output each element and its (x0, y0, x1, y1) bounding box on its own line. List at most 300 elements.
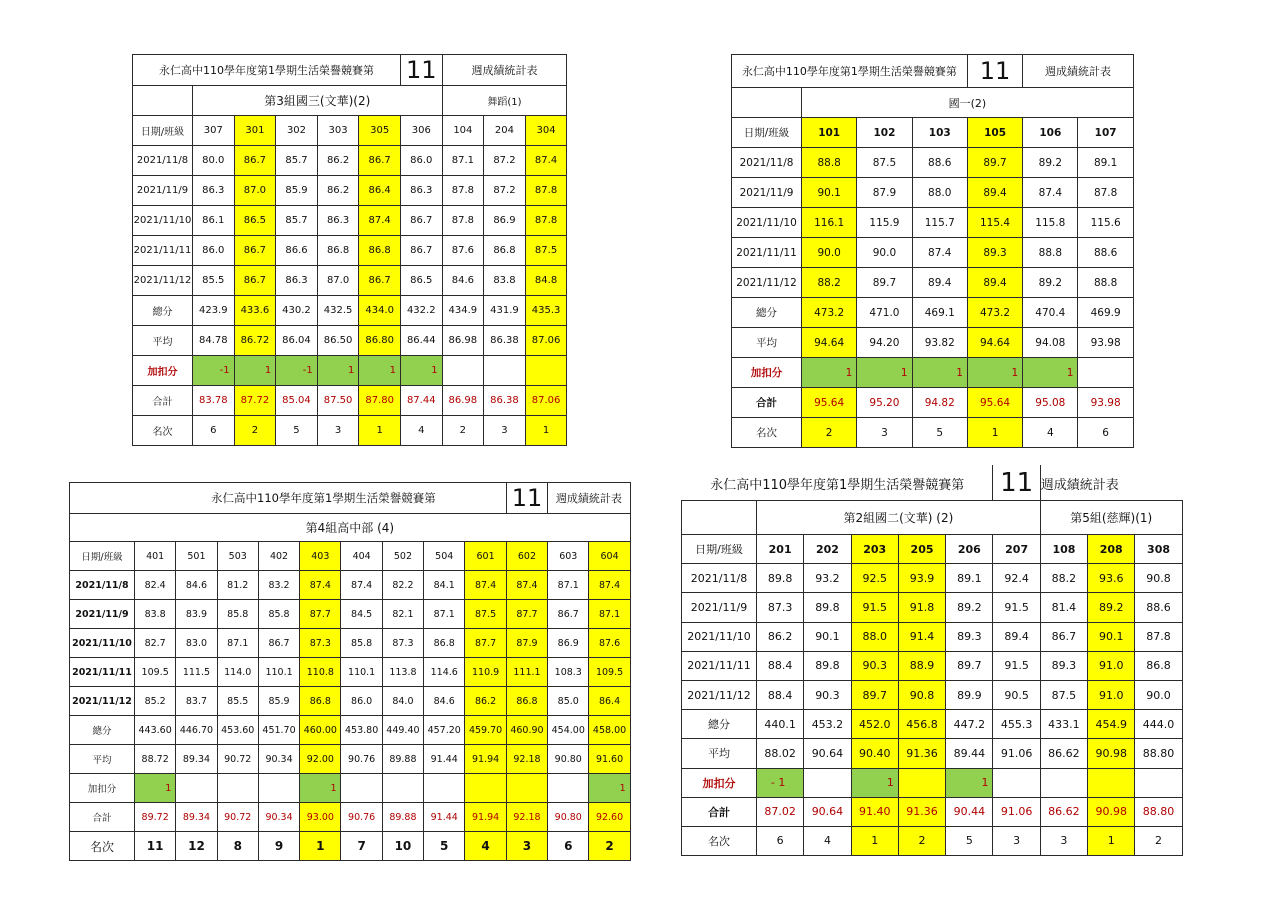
score-cell: 86.7 (400, 206, 442, 236)
class-header: 602 (506, 542, 547, 571)
class-header-row (70, 542, 631, 571)
sum-cell: 95.08 (1023, 388, 1078, 418)
bonus-cell: 1 (851, 768, 898, 797)
class-header: 501 (176, 542, 217, 571)
sum-cell: 91.40 (851, 797, 898, 826)
score-cell: 87.2 (484, 146, 526, 176)
sum-cell: 95.64 (967, 388, 1022, 418)
average-row (682, 739, 1183, 768)
rank-cell: 2 (898, 826, 945, 855)
rank-cell: 1 (359, 416, 401, 446)
score-cell: 85.5 (193, 266, 235, 296)
rank-cell: 3 (993, 826, 1040, 855)
score-cell: 115.9 (857, 208, 912, 238)
group-header: 舞蹈(1) (442, 86, 567, 116)
score-cell: 110.1 (341, 658, 382, 687)
score-cell: 94.20 (857, 328, 912, 358)
row-label: 平均 (133, 326, 193, 356)
sheet-subtitle: 週成績統計表 (1040, 466, 1182, 501)
bonus-cell: 1 (802, 358, 857, 388)
class-header: 202 (804, 535, 851, 564)
score-cell: 91.4 (898, 622, 945, 651)
score-cell: 91.60 (589, 745, 630, 774)
rank-cell: 4 (465, 832, 506, 861)
row-label: 加扣分 (682, 768, 757, 797)
score-cell: 84.6 (176, 571, 217, 600)
row-label: 合計 (682, 797, 757, 826)
score-cell: 90.0 (857, 238, 912, 268)
daily-score-row (732, 148, 1134, 178)
score-cell: 87.1 (442, 146, 484, 176)
score-cell: 84.8 (525, 266, 567, 296)
row-label: 合計 (133, 386, 193, 416)
score-cell: 86.8 (506, 687, 547, 716)
row-label: 2021/11/8 (133, 146, 193, 176)
score-cell: 88.4 (757, 651, 804, 680)
bonus-cell (176, 774, 217, 803)
score-cell: 83.2 (258, 571, 299, 600)
score-cell: 89.8 (804, 593, 851, 622)
score-cell: 89.2 (946, 593, 993, 622)
score-cell: 91.8 (898, 593, 945, 622)
score-cell: 86.7 (548, 600, 589, 629)
score-cell: 86.3 (193, 176, 235, 206)
row-label: 2021/11/9 (682, 593, 757, 622)
score-cell: 90.8 (898, 680, 945, 709)
sum-row (70, 803, 631, 832)
bonus-cell (993, 768, 1040, 797)
bonus-cell (525, 356, 567, 386)
rank-cell: 4 (400, 416, 442, 446)
score-cell: 113.8 (382, 658, 423, 687)
score-cell: 91.0 (1088, 680, 1135, 709)
score-cell: 87.8 (442, 206, 484, 236)
score-cell: 432.2 (400, 296, 442, 326)
score-cell: 423.9 (193, 296, 235, 326)
rank-cell: 6 (193, 416, 235, 446)
week-number: 11 (506, 483, 547, 514)
score-cell: 94.64 (967, 328, 1022, 358)
score-cell: 88.6 (1135, 593, 1182, 622)
rank-cell: 3 (484, 416, 526, 446)
score-cell: 94.64 (802, 328, 857, 358)
row-label: 2021/11/11 (70, 658, 135, 687)
rank-cell: 3 (1040, 826, 1087, 855)
score-cell: 469.1 (912, 298, 967, 328)
bonus-cell (506, 774, 547, 803)
rank-cell: 12 (176, 832, 217, 861)
score-cell: 90.72 (217, 745, 258, 774)
sum-cell: 89.34 (176, 803, 217, 832)
daily-score-row (70, 571, 631, 600)
daily-score-row (133, 206, 567, 236)
score-cell: 89.4 (967, 268, 1022, 298)
sum-cell: 85.04 (276, 386, 318, 416)
total-row (732, 298, 1134, 328)
rank-cell: 1 (525, 416, 567, 446)
score-cell: 473.2 (802, 298, 857, 328)
score-cell: 115.4 (967, 208, 1022, 238)
daily-score-row (732, 268, 1134, 298)
score-cell: 114.0 (217, 658, 258, 687)
score-cell: 90.34 (258, 745, 299, 774)
sum-cell: 90.34 (258, 803, 299, 832)
score-cell: 86.8 (359, 236, 401, 266)
sum-cell: 87.02 (757, 797, 804, 826)
row-label: 合計 (732, 388, 802, 418)
score-cell: 90.76 (341, 745, 382, 774)
bonus-row (133, 356, 567, 386)
score-cell: 89.7 (967, 148, 1022, 178)
score-cell: 85.8 (217, 600, 258, 629)
sum-cell: 94.82 (912, 388, 967, 418)
sum-cell: 90.44 (946, 797, 993, 826)
class-header: 305 (359, 116, 401, 146)
week-number: 11 (400, 55, 442, 86)
score-cell: 87.8 (1135, 622, 1182, 651)
score-cell: 91.0 (1088, 651, 1135, 680)
score-cell: 83.9 (176, 600, 217, 629)
score-cell: 89.2 (1088, 593, 1135, 622)
class-header: 106 (1023, 118, 1078, 148)
score-cell: 86.8 (300, 687, 341, 716)
bonus-cell: -1 (276, 356, 318, 386)
score-cell: 86.8 (484, 236, 526, 266)
corner-cell (133, 86, 193, 116)
score-cell: 88.8 (1078, 268, 1133, 298)
score-cell: 87.3 (757, 593, 804, 622)
score-cell: 116.1 (802, 208, 857, 238)
sum-cell: 86.62 (1040, 797, 1087, 826)
average-row (732, 328, 1134, 358)
score-cell: 89.3 (1040, 651, 1087, 680)
score-cell: 87.7 (300, 600, 341, 629)
sum-cell: 93.98 (1078, 388, 1133, 418)
score-cell: 88.8 (802, 148, 857, 178)
score-cell: 456.8 (898, 710, 945, 739)
score-cell: 85.9 (258, 687, 299, 716)
rank-cell: 4 (1023, 418, 1078, 448)
sum-cell: 87.72 (234, 386, 276, 416)
bonus-cell (484, 356, 526, 386)
rank-cell: 7 (341, 832, 382, 861)
score-cell: 89.7 (851, 680, 898, 709)
row-label: 2021/11/12 (70, 687, 135, 716)
rank-row (70, 832, 631, 861)
sum-cell: 86.38 (484, 386, 526, 416)
score-cell: 86.5 (400, 266, 442, 296)
row-label: 2021/11/10 (732, 208, 802, 238)
score-cell: 86.7 (234, 266, 276, 296)
group-header: 第3組國三(文華)(2) (193, 86, 443, 116)
score-cell: 88.8 (1023, 238, 1078, 268)
row-label: 2021/11/12 (133, 266, 193, 296)
score-cell: 109.5 (135, 658, 176, 687)
rank-cell: 5 (276, 416, 318, 446)
bonus-cell (548, 774, 589, 803)
rank-cell: 2 (1135, 826, 1182, 855)
row-label: 名次 (133, 416, 193, 446)
score-cell: 82.1 (382, 600, 423, 629)
score-cell: 89.2 (1023, 148, 1078, 178)
sum-cell: 89.88 (382, 803, 423, 832)
score-cell: 115.7 (912, 208, 967, 238)
score-cell: 434.9 (442, 296, 484, 326)
row-label: 2021/11/11 (133, 236, 193, 266)
score-cell: 88.0 (851, 622, 898, 651)
score-cell: 86.6 (276, 236, 318, 266)
score-cell: 86.0 (193, 236, 235, 266)
score-cell: 110.9 (465, 658, 506, 687)
rank-cell: 2 (589, 832, 630, 861)
sheet-subtitle: 週成績統計表 (442, 55, 567, 86)
score-cell: 90.40 (851, 739, 898, 768)
daily-score-row (682, 622, 1183, 651)
class-header: 301 (234, 116, 276, 146)
rank-cell: 1 (1088, 826, 1135, 855)
score-cell: 89.8 (757, 564, 804, 593)
score-cell: 87.8 (442, 176, 484, 206)
row-label: 2021/11/10 (133, 206, 193, 236)
row-label: 加扣分 (133, 356, 193, 386)
class-header: 207 (993, 535, 1040, 564)
class-header: 404 (341, 542, 382, 571)
score-cell: 89.7 (946, 651, 993, 680)
score-cell: 87.5 (525, 236, 567, 266)
score-cell: 85.7 (276, 146, 318, 176)
score-cell: 90.5 (993, 680, 1040, 709)
sum-cell: 90.80 (548, 803, 589, 832)
score-cell: 446.70 (176, 716, 217, 745)
score-cell: 90.3 (804, 680, 851, 709)
bonus-cell (424, 774, 465, 803)
sum-cell: 91.06 (993, 797, 1040, 826)
score-cell: 86.72 (234, 326, 276, 356)
score-cell: 86.7 (359, 266, 401, 296)
row-label: 日期/班級 (732, 118, 802, 148)
sum-cell: 92.18 (506, 803, 547, 832)
score-cell: 91.5 (993, 593, 1040, 622)
row-label: 2021/11/9 (133, 176, 193, 206)
score-cell: 91.5 (851, 593, 898, 622)
sum-cell: 87.44 (400, 386, 442, 416)
bonus-cell: 1 (967, 358, 1022, 388)
row-label: 2021/11/11 (682, 651, 757, 680)
score-cell: 89.7 (857, 268, 912, 298)
daily-score-row (732, 238, 1134, 268)
score-cell: 87.9 (506, 629, 547, 658)
score-cell: 93.98 (1078, 328, 1133, 358)
row-label: 平均 (682, 739, 757, 768)
score-cell: 93.2 (804, 564, 851, 593)
sum-cell: 90.98 (1088, 797, 1135, 826)
score-cell: 87.8 (525, 176, 567, 206)
sheet-title: 永仁高中110學年度第1學期生活榮譽競賽第 (732, 55, 968, 88)
daily-score-row (732, 178, 1134, 208)
class-header: 304 (525, 116, 567, 146)
score-cell: 89.9 (946, 680, 993, 709)
score-cell: 86.7 (1040, 622, 1087, 651)
score-cell: 86.7 (234, 146, 276, 176)
score-cell: 88.80 (1135, 739, 1182, 768)
score-cell: 86.4 (589, 687, 630, 716)
class-header: 102 (857, 118, 912, 148)
score-cell: 84.0 (382, 687, 423, 716)
score-cell: 87.4 (912, 238, 967, 268)
class-header: 601 (465, 542, 506, 571)
score-cell: 87.1 (589, 600, 630, 629)
bonus-cell (1088, 768, 1135, 797)
score-cell: 88.6 (912, 148, 967, 178)
score-cell: 108.3 (548, 658, 589, 687)
score-cell: 88.0 (912, 178, 967, 208)
rank-cell: 4 (804, 826, 851, 855)
sum-row (732, 388, 1134, 418)
rank-cell: 8 (217, 832, 258, 861)
score-cell: 91.5 (993, 651, 1040, 680)
row-label: 2021/11/12 (732, 268, 802, 298)
score-cell: 114.6 (424, 658, 465, 687)
score-cell: 86.4 (359, 176, 401, 206)
score-cell: 83.0 (176, 629, 217, 658)
score-cell: 434.0 (359, 296, 401, 326)
bonus-cell (898, 768, 945, 797)
score-cell: 433.6 (234, 296, 276, 326)
row-label: 2021/11/8 (682, 564, 757, 593)
class-header: 503 (217, 542, 258, 571)
total-row (133, 296, 567, 326)
score-cell: 93.6 (1088, 564, 1135, 593)
score-cell: 452.0 (851, 710, 898, 739)
bonus-cell: 1 (857, 358, 912, 388)
score-cell: 87.4 (359, 206, 401, 236)
score-cell: 85.8 (341, 629, 382, 658)
daily-score-row (133, 176, 567, 206)
rank-cell: 2 (442, 416, 484, 446)
sheet-title: 永仁高中110學年度第1學期生活榮譽競賽第 (682, 466, 993, 501)
bonus-cell (382, 774, 423, 803)
score-cell: 87.8 (525, 206, 567, 236)
score-cell: 85.7 (276, 206, 318, 236)
rank-cell: 3 (317, 416, 359, 446)
row-label: 2021/11/11 (732, 238, 802, 268)
score-cell: 90.3 (851, 651, 898, 680)
score-cell: 85.9 (276, 176, 318, 206)
sum-cell: 95.20 (857, 388, 912, 418)
score-cell: 454.00 (548, 716, 589, 745)
score-cell: 431.9 (484, 296, 526, 326)
bonus-cell: - 1 (757, 768, 804, 797)
class-header: 504 (424, 542, 465, 571)
score-cell: 87.7 (506, 600, 547, 629)
score-cell: 92.18 (506, 745, 547, 774)
sum-cell: 90.64 (804, 797, 851, 826)
score-cell: 86.9 (484, 206, 526, 236)
score-cell: 93.9 (898, 564, 945, 593)
score-cell: 87.5 (857, 148, 912, 178)
score-cell: 86.2 (757, 622, 804, 651)
bonus-row (682, 768, 1183, 797)
score-cell: 86.50 (317, 326, 359, 356)
score-cell: 86.80 (359, 326, 401, 356)
row-label: 總分 (732, 298, 802, 328)
bonus-cell: 1 (359, 356, 401, 386)
score-cell: 92.00 (300, 745, 341, 774)
score-cell: 85.0 (548, 687, 589, 716)
score-cell: 87.5 (465, 600, 506, 629)
rank-cell: 5 (912, 418, 967, 448)
score-cell: 86.7 (234, 236, 276, 266)
score-cell: 90.0 (802, 238, 857, 268)
score-cell: 90.8 (1135, 564, 1182, 593)
average-row (133, 326, 567, 356)
class-header: 403 (300, 542, 341, 571)
rank-row (133, 416, 567, 446)
score-cell: 85.8 (258, 600, 299, 629)
class-header: 208 (1088, 535, 1135, 564)
bonus-cell (1040, 768, 1087, 797)
score-cell: 85.2 (135, 687, 176, 716)
score-cell: 458.00 (589, 716, 630, 745)
row-label: 日期/班級 (682, 535, 757, 564)
score-cell: 84.1 (424, 571, 465, 600)
rank-cell: 1 (300, 832, 341, 861)
score-cell: 432.5 (317, 296, 359, 326)
row-label: 2021/11/8 (732, 148, 802, 178)
daily-score-row (133, 266, 567, 296)
rank-cell: 1 (851, 826, 898, 855)
rank-cell: 9 (258, 832, 299, 861)
daily-score-row (133, 236, 567, 266)
score-cell: 87.1 (424, 600, 465, 629)
sum-cell: 90.76 (341, 803, 382, 832)
group-header: 第5組(慈輝)(1) (1040, 501, 1182, 535)
sum-cell: 86.98 (442, 386, 484, 416)
row-label: 加扣分 (732, 358, 802, 388)
class-header: 401 (135, 542, 176, 571)
score-cell: 86.9 (548, 629, 589, 658)
score-cell: 84.78 (193, 326, 235, 356)
score-cell: 449.40 (382, 716, 423, 745)
row-label: 2021/11/9 (70, 600, 135, 629)
score-cell: 440.1 (757, 710, 804, 739)
bonus-row (732, 358, 1134, 388)
score-cell: 87.0 (234, 176, 276, 206)
class-header: 203 (851, 535, 898, 564)
score-cell: 469.9 (1078, 298, 1133, 328)
class-header: 604 (589, 542, 630, 571)
bonus-cell: 1 (317, 356, 359, 386)
group-header: 國一(2) (802, 88, 1134, 118)
class-header: 307 (193, 116, 235, 146)
row-label: 名次 (682, 826, 757, 855)
score-cell: 90.1 (804, 622, 851, 651)
score-cell: 82.7 (135, 629, 176, 658)
score-cell: 89.4 (967, 178, 1022, 208)
class-header-row (732, 118, 1134, 148)
table-grade2-cihui (681, 465, 1182, 856)
class-header: 204 (484, 116, 526, 146)
score-cell: 86.2 (465, 687, 506, 716)
class-header: 402 (258, 542, 299, 571)
rank-cell: 6 (548, 832, 589, 861)
score-cell: 470.4 (1023, 298, 1078, 328)
score-cell: 459.70 (465, 716, 506, 745)
row-label: 日期/班級 (70, 542, 135, 571)
bonus-cell: 1 (946, 768, 993, 797)
score-cell: 87.3 (300, 629, 341, 658)
group-header: 第4組高中部 (4) (70, 514, 631, 542)
